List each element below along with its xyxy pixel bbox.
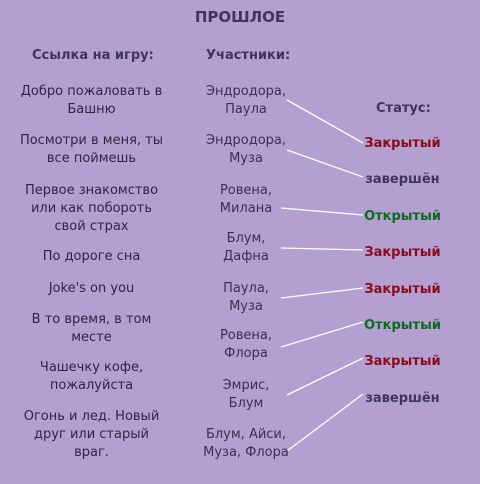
participant-line: Эндродора, (205, 84, 287, 99)
participant-line: Милана (219, 201, 273, 216)
game-link-line[interactable]: В то время, в том (31, 312, 152, 327)
game-link-line[interactable]: По дороге сна (42, 249, 141, 264)
page-title: ПРОШЛОЕ (194, 8, 286, 26)
game-link-line[interactable]: пожалуйста (49, 378, 134, 393)
participants (190, 182, 302, 218)
game-link-line[interactable]: Первое знакомство (24, 183, 159, 198)
participant-line: Дафна (223, 249, 269, 264)
game-link[interactable] (4, 248, 179, 266)
participants (190, 230, 302, 266)
participants (190, 132, 302, 168)
participant-line: Эндродора, (205, 133, 287, 148)
game-link-line[interactable]: Посмотри в меня, ты (19, 133, 164, 148)
column-header-participants: Участники: (206, 48, 291, 63)
participant-line: Блум, Айси, (205, 427, 287, 442)
status-label-closed: Закрытый (364, 354, 441, 369)
participants (190, 426, 302, 462)
game-link-line[interactable]: месте (71, 330, 112, 345)
game-link-line[interactable]: друг или старый (34, 427, 149, 442)
game-link[interactable] (4, 182, 179, 236)
participant-line: Муза (229, 299, 263, 314)
participant-line: Эмрис, (222, 378, 270, 393)
status-label-closed: Закрытый (364, 282, 441, 297)
game-link-line[interactable]: Огонь и лед. Новый (23, 409, 160, 424)
game-link[interactable] (4, 280, 179, 298)
game-link[interactable] (4, 359, 179, 395)
game-link-line[interactable]: Joke's on you (48, 281, 135, 296)
participant-line: Ровена, (219, 328, 273, 343)
game-link-line[interactable]: все поймешь (46, 151, 137, 166)
game-link[interactable] (4, 83, 179, 119)
game-link-line[interactable]: Чашечку кофе, (39, 360, 144, 375)
game-link-line[interactable]: враг. (74, 445, 109, 460)
status-label-finished: завершён (365, 172, 440, 187)
participants (190, 327, 302, 363)
game-link[interactable] (4, 132, 179, 168)
status-label-open: Открытый (364, 318, 441, 333)
participant-line: Блум, (226, 231, 266, 246)
participant-line: Блум (228, 396, 264, 411)
column-header-status: Статус: (376, 101, 431, 116)
game-link[interactable] (4, 311, 179, 347)
game-link[interactable] (4, 408, 179, 462)
participant-line: Флора (224, 346, 268, 361)
participant-line: Муза (229, 151, 263, 166)
participant-line: Паула (225, 102, 267, 117)
column-header-game: Ссылка на игру: (32, 48, 154, 63)
participant-line: Муза, Флора (203, 445, 289, 460)
participant-line: Паула, (223, 281, 269, 296)
participants (190, 83, 302, 119)
game-link-line[interactable]: или как побороть (30, 201, 152, 216)
status-label-finished: завершён (365, 391, 440, 406)
status-label-closed: Закрытый (364, 245, 441, 260)
game-link-line[interactable]: Добро пожаловать в (20, 84, 163, 99)
status-label-closed: Закрытый (364, 136, 441, 151)
status-label-open: Открытый (364, 209, 441, 224)
participants (190, 280, 302, 316)
participants (190, 377, 302, 413)
game-link-line[interactable]: Башню (67, 102, 116, 117)
game-link-line[interactable]: свой страх (54, 219, 129, 234)
participant-line: Ровена, (219, 183, 273, 198)
